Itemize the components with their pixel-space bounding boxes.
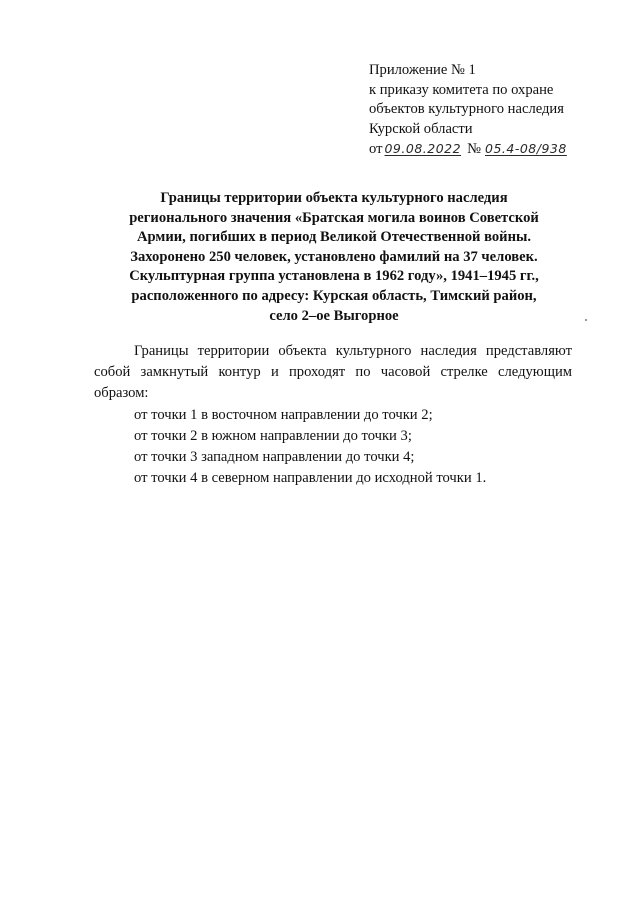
- title-line: регионального значения «Братская могила воинов Советской: [129, 209, 539, 226]
- title-line: Скульптурная группа установлена в 1962 году», 1941–1945 гг.,: [129, 268, 539, 285]
- appendix-committee: объектов культурного наследия: [369, 101, 564, 117]
- boundary-item: от точки 2 в южном направлении до точки 3;: [134, 427, 412, 444]
- handwritten-date: 09.08.2022: [384, 141, 462, 156]
- date-prefix: от: [369, 141, 383, 157]
- title-line: Границы территории объекта культурного наследия: [160, 190, 508, 206]
- document-title: [100, 189, 568, 326]
- title-line: село 2–ое Выгорное: [269, 307, 399, 324]
- appendix-number: Приложение № 1: [369, 62, 476, 78]
- title-line: расположенного по адресу: Курская область, Тимский район,: [131, 287, 537, 304]
- boundary-item: от точки 3 западном направлении до точки 4;: [134, 449, 415, 466]
- scan-speck: [585, 319, 587, 321]
- appendix-block: [369, 61, 631, 160]
- appendix-region: Курской области: [369, 120, 473, 137]
- boundary-item: от точки 4 в северном направлении до исходной точки 1.: [134, 470, 487, 487]
- boundary-item: от точки 1 в восточном направлении до точки 2;: [134, 406, 433, 423]
- title-line: Захоронено 250 человек, установлено фамилий на 37 человек.: [130, 248, 538, 265]
- number-prefix: №: [467, 141, 481, 157]
- document-body: [94, 341, 572, 489]
- appendix-date-number-line: [369, 139, 631, 160]
- appendix-order-ref: к приказу комитета по охране: [369, 81, 554, 98]
- intro-paragraph: Границы территории объекта культурного наследия представляют собой замкнутый контур и проходят по часовой стрелке следующим образом:: [94, 343, 572, 402]
- title-line: Армии, погибших в период Великой Отечественной войны.: [136, 229, 532, 246]
- handwritten-number: 05.4-08/938: [485, 141, 567, 156]
